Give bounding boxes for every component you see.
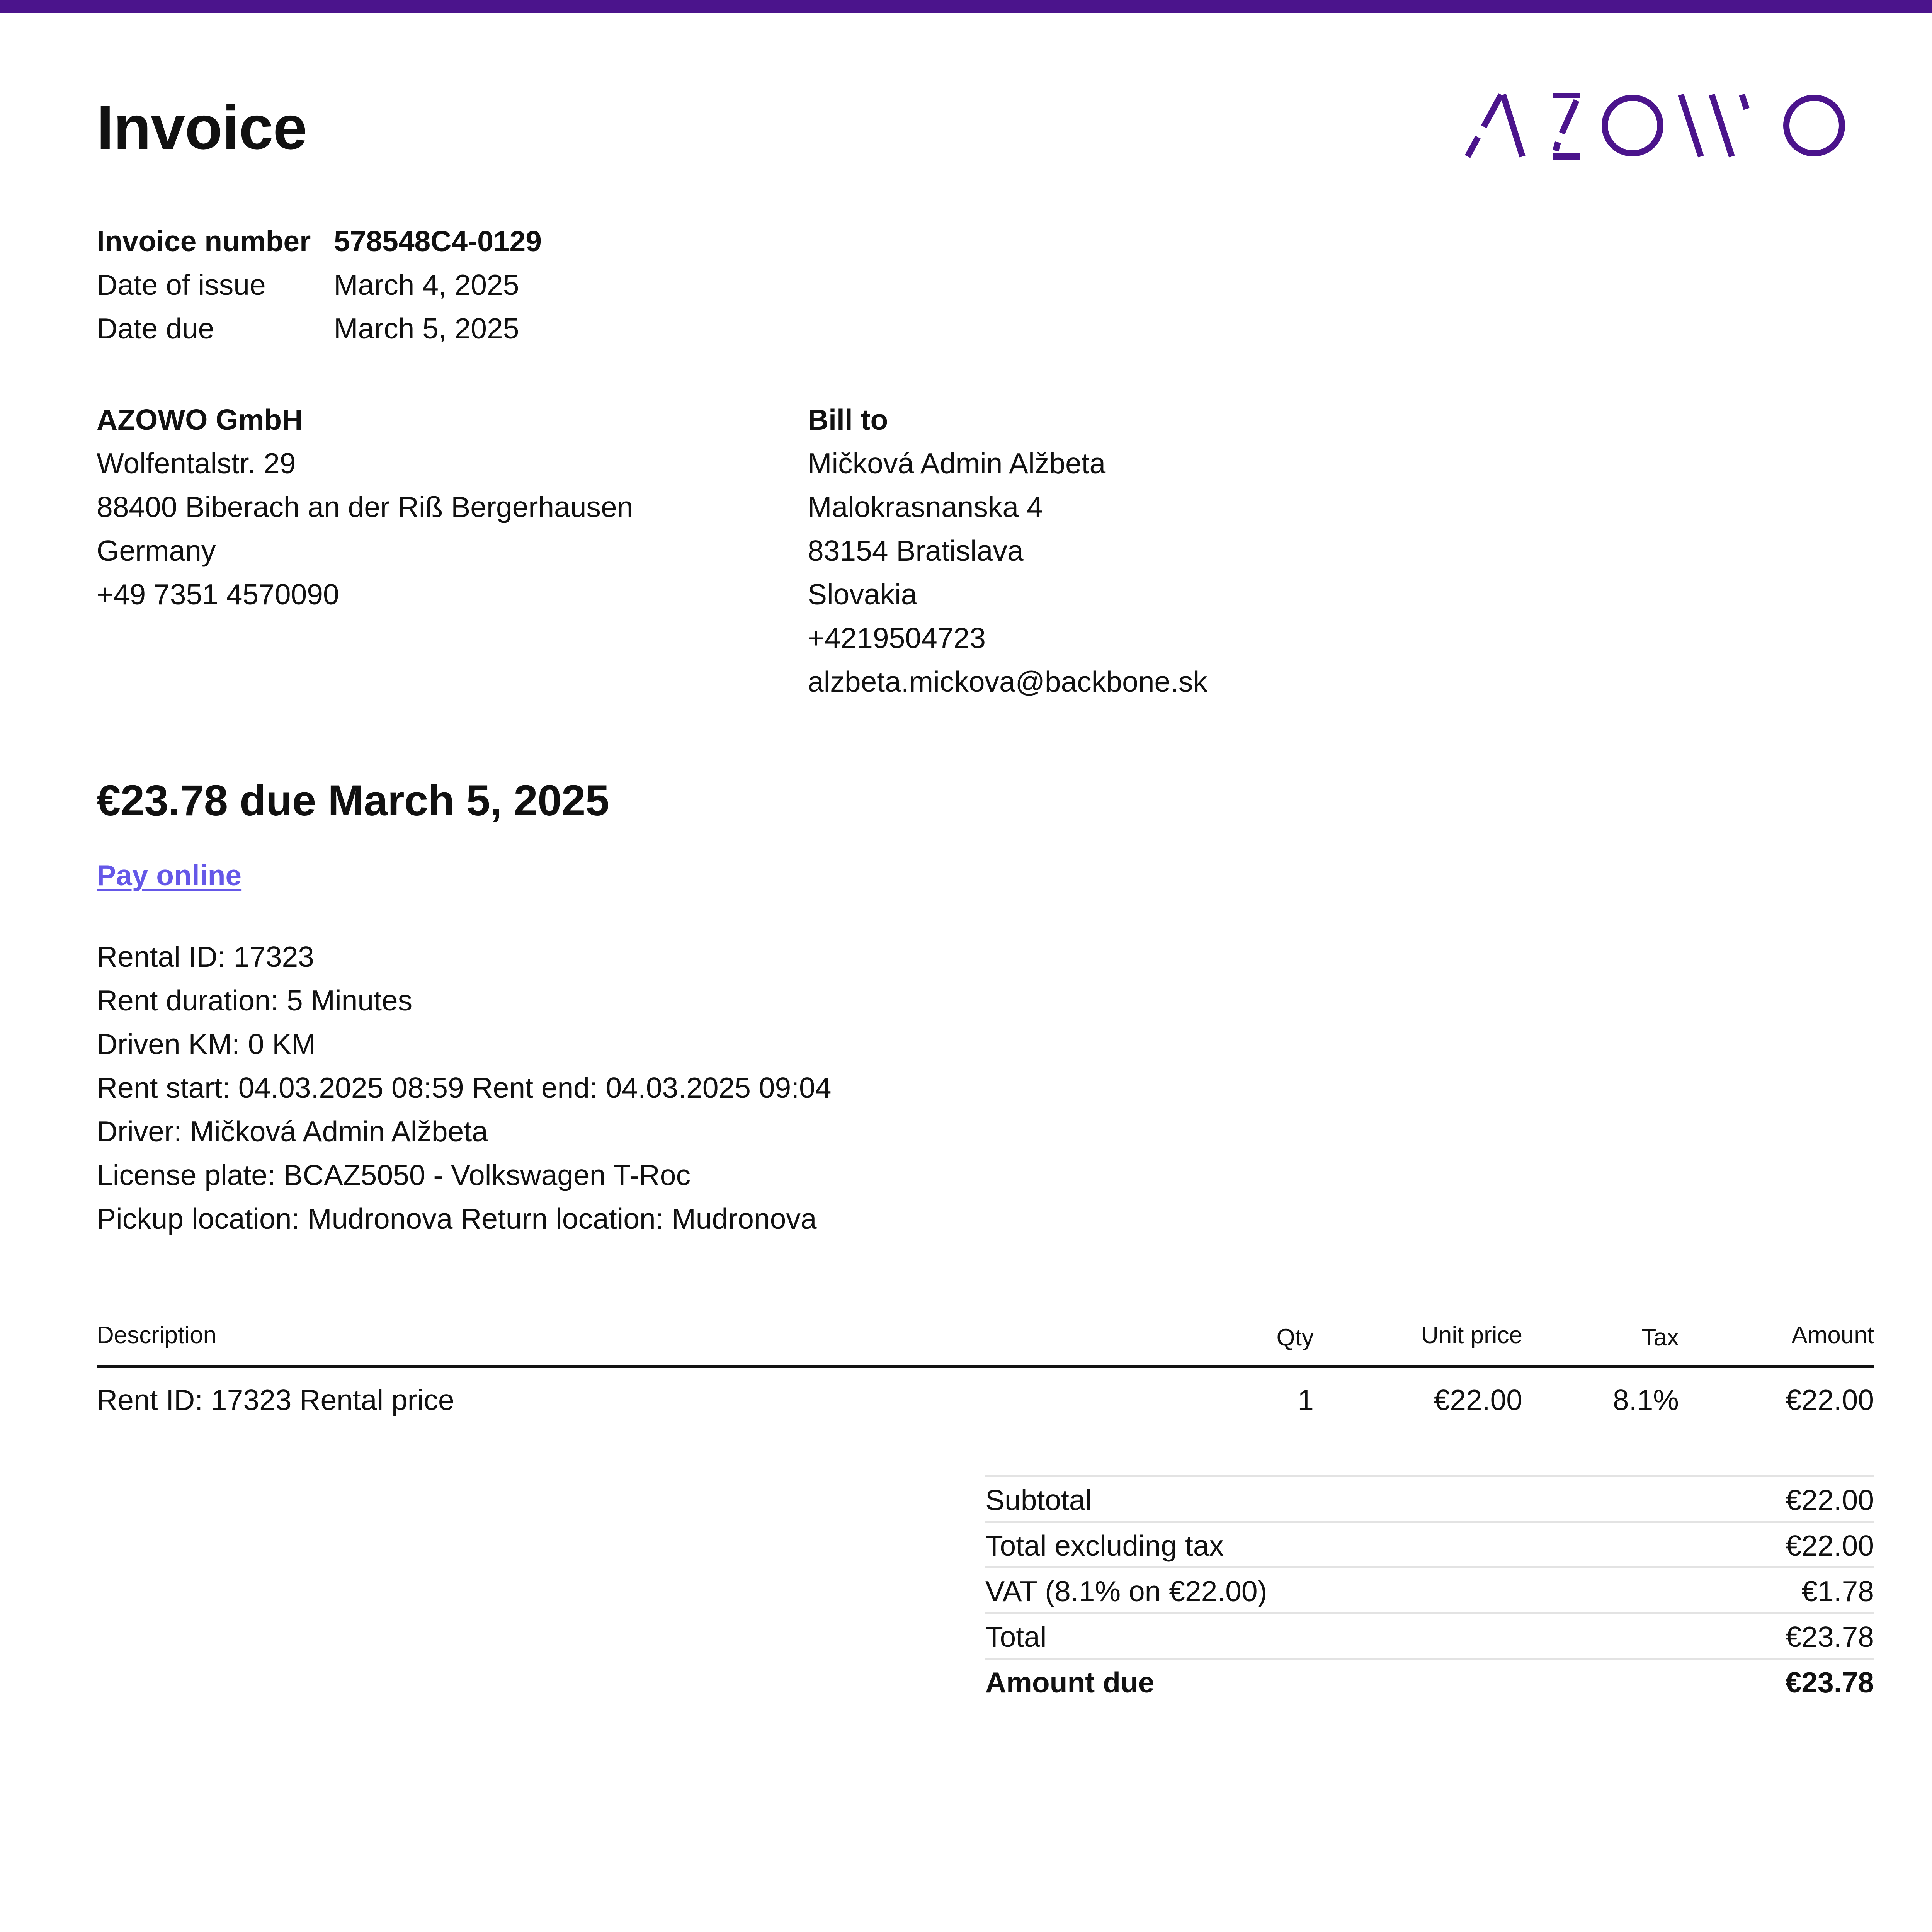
date-due-label: Date due — [97, 312, 214, 345]
header-tax: Tax — [1641, 1324, 1679, 1351]
invoice-meta — [97, 219, 542, 350]
rental-details — [97, 935, 831, 1241]
line-items-table — [97, 1310, 1874, 1418]
table-header — [97, 1310, 1874, 1368]
seller-phone: +49 7351 4570090 — [97, 578, 339, 611]
total-excl-tax-row — [985, 1521, 1874, 1566]
pay-online-link[interactable]: Pay online — [97, 859, 242, 891]
amount-due-heading: €23.78 due March 5, 2025 — [97, 776, 609, 825]
vat-row — [985, 1566, 1874, 1612]
rental-id: Rental ID: 17323 — [97, 940, 314, 973]
customer-city: 83154 Bratislava — [808, 534, 1024, 567]
customer-street: Malokrasnanska 4 — [808, 491, 1043, 523]
total-label: Total — [985, 1621, 1047, 1653]
invoice-number-label: Invoice number — [97, 225, 311, 257]
total-value: €23.78 — [1785, 1621, 1874, 1653]
bill-to-address — [808, 398, 1208, 704]
bill-to-label: Bill to — [808, 403, 888, 436]
customer-email: alzbeta.mickova@backbone.sk — [808, 665, 1208, 698]
item-unit-price: €22.00 — [1434, 1384, 1522, 1416]
item-description: Rent ID: 17323 Rental price — [97, 1384, 454, 1416]
total-row — [985, 1612, 1874, 1658]
date-issue: March 4, 2025 — [334, 269, 519, 301]
total-excl-tax-label: Total excluding tax — [985, 1529, 1224, 1562]
pickup-return-location: Pickup location: Mudronova Return location: Mudronova — [97, 1202, 817, 1235]
amount-due-label: Amount due — [985, 1666, 1155, 1699]
azowo-logo — [1464, 93, 1874, 160]
header-qty: Qty — [1276, 1324, 1314, 1351]
seller-city: 88400 Biberach an der Riß Bergerhausen — [97, 491, 633, 523]
date-issue-label: Date of issue — [97, 269, 266, 301]
seller-address — [97, 398, 633, 616]
table-row — [97, 1368, 1874, 1418]
customer-phone: +4219504723 — [808, 622, 986, 654]
driven-km: Driven KM: 0 KM — [97, 1028, 316, 1060]
invoice-number: 578548C4-0129 — [334, 225, 542, 257]
item-amount: €22.00 — [1785, 1384, 1874, 1416]
subtotal-label: Subtotal — [985, 1484, 1092, 1516]
license-plate: License plate: BCAZ5050 - Volkswagen T-Roc — [97, 1159, 690, 1191]
rent-start-end: Rent start: 04.03.2025 08:59 Rent end: 04.03.2025 09:04 — [97, 1071, 832, 1104]
vat-value: €1.78 — [1801, 1575, 1874, 1607]
customer-name: Mičková Admin Alžbeta — [808, 447, 1106, 480]
date-due: March 5, 2025 — [334, 312, 519, 345]
item-qty: 1 — [1298, 1384, 1314, 1416]
total-excl-tax-value: €22.00 — [1785, 1529, 1874, 1562]
seller-name: AZOWO GmbH — [97, 403, 303, 436]
header-description: Description — [97, 1322, 217, 1349]
header-amount: Amount — [1791, 1322, 1874, 1349]
subtotal-row — [985, 1475, 1874, 1521]
item-tax: 8.1% — [1613, 1384, 1679, 1416]
vat-label: VAT (8.1% on €22.00) — [985, 1575, 1267, 1607]
totals-summary — [985, 1475, 1874, 1703]
page-title: Invoice — [97, 93, 307, 162]
seller-street: Wolfentalstr. 29 — [97, 447, 296, 480]
seller-country: Germany — [97, 534, 216, 567]
amount-due-row — [985, 1658, 1874, 1703]
subtotal-value: €22.00 — [1785, 1484, 1874, 1516]
driver: Driver: Mičková Admin Alžbeta — [97, 1115, 488, 1148]
customer-country: Slovakia — [808, 578, 917, 611]
top-accent-bar — [0, 0, 1932, 13]
amount-due-value: €23.78 — [1785, 1666, 1874, 1699]
header-unit-price: Unit price — [1421, 1322, 1522, 1349]
rent-duration: Rent duration: 5 Minutes — [97, 984, 413, 1017]
